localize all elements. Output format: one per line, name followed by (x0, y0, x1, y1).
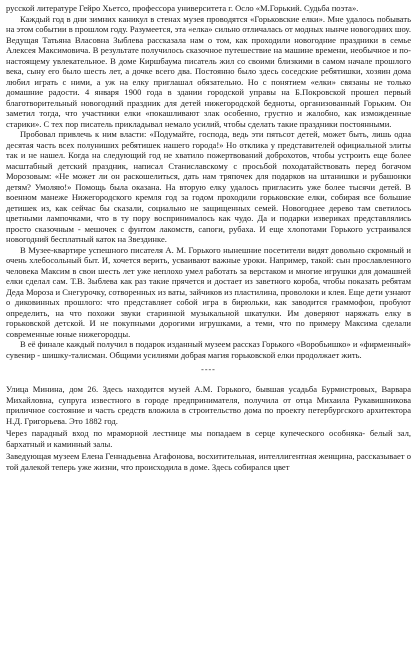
section-separator: ---- (201, 365, 216, 374)
note-minina-street: Улица Минина, дом 26. Здесь находится музей А.М. Горького, бывшая усадьба Бурмистровых, Варвара Михайловна, супруга известного в городе предпринимателя, получила от отца Михаила Рукавишникова приличное состояние и часть средств вложила в строительство дома по проекту петербургского архитектора Н.Д. Григорьева. Это 1882 год. (6, 384, 411, 426)
notes-section (6, 384, 411, 472)
note-museum-director: Заведующая музеем Елена Геннадьевна Агафонова, восхитительная, интеллигентная женщина, рассказывает о той далекой теперь уже жизни, что происходила в доме. Здесь собирался цвет (6, 451, 411, 472)
note-main-entrance: Через парадный вход по мраморной лестнице мы попадаем в серце купеческого особняка- белый зал, бархатный и каминный залы. (6, 428, 411, 449)
paragraph-museum-apartment: В Музее-квартире успешного писателя А. М. Горького нынешние посетители видят довольно скромный и очень хлебосольный быт. И, хочется верить, усваивают важные уроки. Например, такой: сын прославленного человека Максим в свои шесть лет уже неплохо умел работать за верстаком и многие игрушки для домашней елки сделал сам. Т.В. Зыблева как раз такие прячется и достает из заветного короба, чтобы показать ребятам Деда Мороза и Снегурочку, сотворенных из ваты, зайчиков из пластилина, проволоки и клея. Еще дети узнают о диковинных прошлого: что представляет собой игра в бирюльки, как заводится граммофон, пробуют определить, на что похожи звуки старинной музыкальной шкатулки. Им доверяют наряжать елку в горьковской детской. И не покупными дорогими игрушками, а теми, что по примеру Максима сделали современные юные нижегородцы. (6, 244, 411, 339)
paragraph-gorky-elki: Каждый год в дни зимних каникул в стенах музея проводятся «Горьковские елки». Мне удалось побывать на этом событии в прошлом году. Разумеется, эта «елка» сильно отличалась от модных нынче новогодних шоу. Ведущая Татьяна Власовна Зыблева рассказала нам о том, как проходили новогодние праздники в семье Алексея Максимовича. В результате получилось сказочное путешествие на машине времени, необычное и по-настоящему увлекательное. В доме Киршбаума писатель жил со своими близкими в самом начале прошлого века, сыну его было шесть лет, а дочке всего два. Постоянно было здесь соседские ребятишки, хозяин дома любил играть с ними, а уж на елку приглашал обязательно. Но с понятием «елки» связаны не только домашние радости. 4 января 1900 года в здании городской управы на Б.Покровской прошел первый благотворительный новогодний праздник для детей нижегородской бедноты, организованный Горьким. Он заметил тогда, что участники елки «покашливают злак особенно, грустно и жалобно, как изможденные старики». С тех пор писатель прикладывал немало усилий, чтобы сделать такие праздники постоянными. (6, 13, 411, 129)
paragraph-intro: русской литературе Гейро Хьетсо, профессора университета г. Осло «М.Горький. Судьба поэта». (6, 3, 359, 13)
paragraph-finale: В её финале каждый получил в подарок изданный музеем рассказ Горького «Воробьишко» и «фирменный» сувенир - шишку-талисман. Общими усилиями добрая магия горьковской елки продолжает жить. (6, 339, 411, 360)
paragraph-authorities: Пробовал привлечь к ним власти: «Подумайте, господа, ведь эти пятьсот детей, может быть, лишь одна десятая часть всех полуниших ребятишек нашего города!» Но отклика у представителей официальной элиты так и не нашел. Когда на следующий год не хватило пожертвований доброхотов, чтобы устроить еще более масштабный детский праздник, написал Станиславскому с просьбой походатайствовать перед богачом Морозовым: «Не может ли он раскошелиться, дать нам тряпочек для подарков на штанишки и рубашонки детям? Умоляю!» Помощь была оказана. На вторую елку удалось пригласить уже более тысячи детей. В военном манеже Нижегородского кремля год за годом проходили горьковские елки, собирая все большие детишек из, как сейчас бы сказали, социально не защищенных семей. Новогоднее дерево там светилось цветными лампочками, что в ту пору воспринималось как чудо. Да и подарки извериках представлялись просто сказочным - мешочек с фунтом лакомств, сапоги, рубаха. И еще хлопотами Горького устраивался новогодний бесплатный каток на Звездинке. (6, 129, 411, 244)
